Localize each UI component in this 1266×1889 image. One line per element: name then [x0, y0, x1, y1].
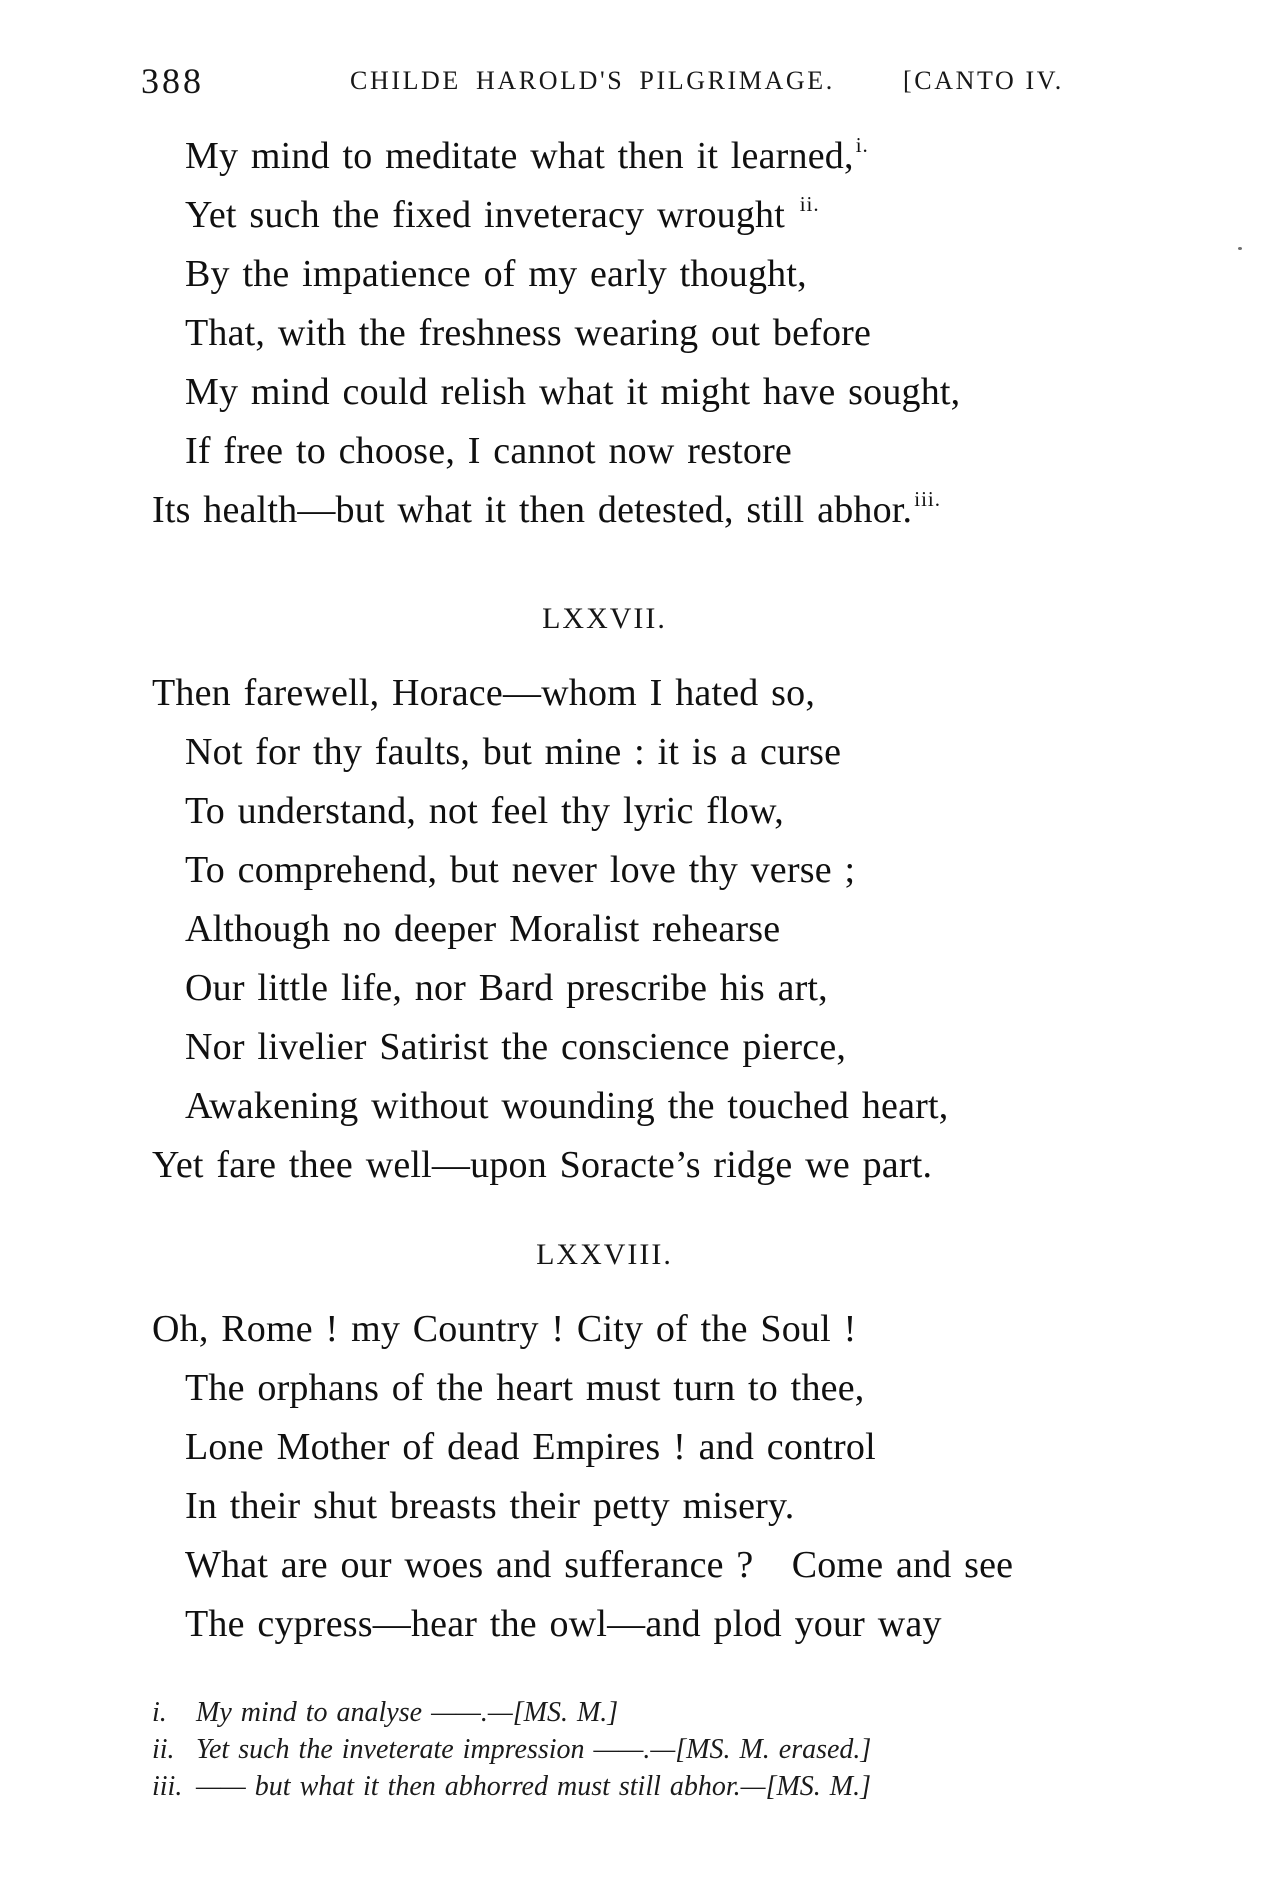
footnote-iii: [152, 1768, 1092, 1805]
poem-line: [152, 363, 1057, 422]
line-text: Our little life, nor Bard prescribe his art,: [185, 967, 828, 1009]
poem-line: [152, 1300, 1057, 1359]
poem-line: [152, 959, 1057, 1018]
poem-line: [152, 900, 1057, 959]
poem-line: [152, 1477, 1057, 1536]
stanza-lxxviii: [152, 1300, 1057, 1654]
poem-line: [152, 1359, 1057, 1418]
line-text: The orphans of the heart must turn to thee,: [185, 1367, 865, 1409]
running-title: CHILDE HAROLD'S PILGRIMAGE.: [350, 66, 835, 95]
line-text: My mind could relish what it might have sought,: [185, 371, 961, 413]
line-text: That, with the freshness wearing out before: [185, 312, 872, 354]
poem-line: [152, 422, 1057, 481]
line-text: My mind to meditate what then it learned,: [185, 135, 854, 177]
stanza-lxxvi-continuation: [152, 127, 1057, 540]
poem-line: [152, 245, 1057, 304]
canto-label: [CANTO IV.: [903, 66, 1064, 95]
poem-line: [152, 1136, 1057, 1195]
line-text: Nor livelier Satirist the conscience pierce,: [185, 1026, 847, 1068]
line-text: If free to choose, I cannot now restore: [185, 430, 793, 472]
poem-line: [152, 481, 1057, 540]
line-text: Yet such the fixed inveteracy wrought: [185, 194, 798, 236]
poem-line: [152, 186, 1057, 245]
footnote-label: ii.: [152, 1734, 175, 1765]
footnote-ref-ii: ii.: [799, 192, 820, 216]
stanza-heading-lxxvii: LXXVII.: [542, 602, 667, 635]
line-text: Yet fare thee well—upon Soracte’s ridge we part.: [152, 1144, 933, 1186]
footnote-label: i.: [152, 1697, 167, 1728]
line-text: Then farewell, Horace—whom I hated so,: [152, 672, 816, 714]
line-text: Its health—but what it then detested, still abhor.: [152, 489, 913, 531]
line-text: Awakening without wounding the touched heart,: [185, 1085, 949, 1127]
poem-line: [152, 841, 1057, 900]
stanza-heading-lxxviii: LXXVIII.: [536, 1238, 673, 1271]
footnote-text: My mind to analyse ——.—[MS. M.]: [196, 1697, 619, 1728]
line-text: Oh, Rome ! my Country ! City of the Soul !: [152, 1308, 857, 1350]
poem-line: [152, 1418, 1057, 1477]
page-number: 388: [141, 61, 204, 101]
footnotes: [152, 1694, 1092, 1805]
footnote-ref-i: i.: [855, 133, 869, 157]
poem-line: [152, 723, 1057, 782]
line-text: To comprehend, but never love thy verse ;: [185, 849, 856, 891]
poem-line: [152, 782, 1057, 841]
poem-line: [152, 1536, 1057, 1595]
line-text: The cypress—hear the owl—and plod your way: [185, 1603, 942, 1645]
stanza-lxxvii: [152, 664, 1057, 1195]
footnote-text: —— but what it then abhorred must still abhor.—[MS. M.]: [196, 1771, 872, 1802]
footnote-label: iii.: [152, 1771, 183, 1802]
poem-line: [152, 304, 1057, 363]
poem-line: [152, 127, 1057, 186]
poem-line: [152, 664, 1057, 723]
line-text: What are our woes and sufferance ? Come and see: [185, 1544, 1014, 1586]
line-text: Lone Mother of dead Empires ! and control: [185, 1426, 876, 1468]
poem-line: [152, 1018, 1057, 1077]
poem-text: [152, 127, 1057, 1654]
poem-line: [152, 1077, 1057, 1136]
footnote-ii: [152, 1731, 1092, 1768]
poem-line: [152, 1595, 1057, 1654]
line-text: By the impatience of my early thought,: [185, 253, 807, 295]
scan-speck: [1238, 247, 1242, 250]
footnote-ref-iii: iii.: [914, 487, 942, 511]
footnote-text: Yet such the inveterate impression ——.—[MS. M. erased.]: [196, 1734, 872, 1765]
line-text: Although no deeper Moralist rehearse: [185, 908, 781, 950]
line-text: Not for thy faults, but mine : it is a curse: [185, 731, 842, 773]
footnote-i: [152, 1694, 1092, 1731]
line-text: In their shut breasts their petty misery.: [185, 1485, 795, 1527]
line-text: To understand, not feel thy lyric flow,: [185, 790, 784, 832]
